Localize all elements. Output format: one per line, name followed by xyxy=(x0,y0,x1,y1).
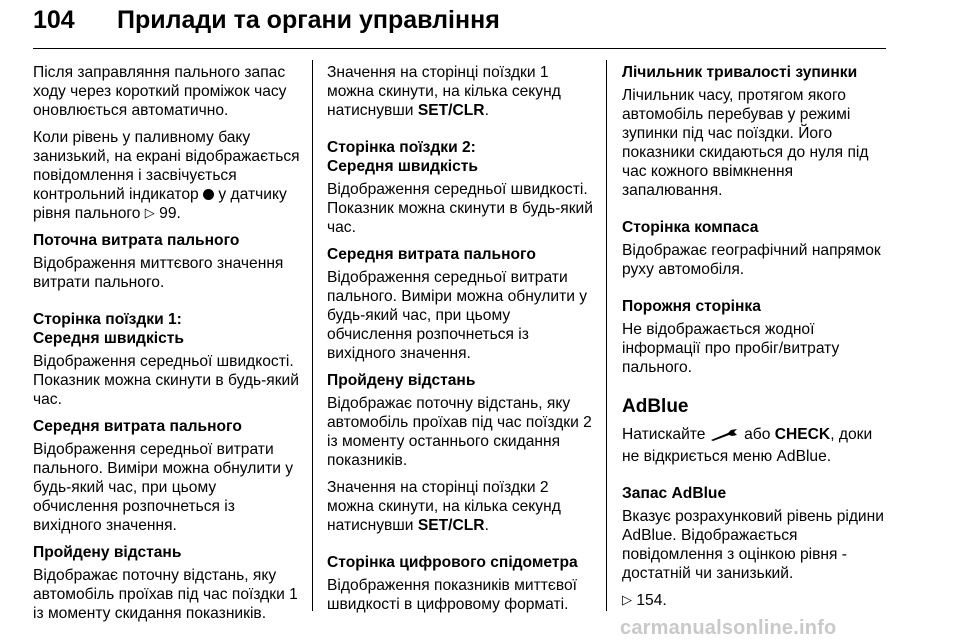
low-fuel-text-2: у датчику рівня пального xyxy=(33,186,287,222)
page-title: Прилади та органи управління xyxy=(117,6,500,34)
reset-end: . xyxy=(484,102,489,119)
paragraph-blank-page: Не відображається жодної інформації про пробіг/витрату пального. xyxy=(622,321,840,376)
column-divider-2 xyxy=(606,60,607,611)
paragraph-refuel: Після заправляння пального запас ходу через короткий проміжок часу оновлюється автоматично. xyxy=(33,64,287,119)
paragraph-compass: Відображає географічний напрямок руху автомобіля. xyxy=(622,242,881,278)
paragraph-reset-trip-1 xyxy=(327,63,599,120)
heading-compass: Сторінка компаса xyxy=(622,219,759,236)
column-1 xyxy=(33,63,305,631)
page-number: 104 xyxy=(33,6,75,34)
check-key: CHECK xyxy=(774,426,831,443)
header-divider xyxy=(33,48,886,49)
paragraph-average-consumption: Відображення середньої витрати пального. Виміри можна обнулити у будь-який час, при цьому обчислення розпочнеться із вихідного значення. xyxy=(327,269,588,362)
heading-average-consumption: Середня витрата пального xyxy=(33,418,242,435)
paragraph-average-speed: Відображення середньої швидкості. Показник можна скинути в будь-який час. xyxy=(33,353,299,408)
wrench-button-icon xyxy=(710,428,740,447)
heading-distance: Пройдену відстань xyxy=(327,372,476,389)
adblue-or: або xyxy=(744,426,771,443)
paragraph-low-fuel xyxy=(33,128,305,223)
arrow-ref-icon: ▷ xyxy=(622,592,632,607)
low-fuel-text: Коли рівень у паливному баку занизький, на екрані відображається повідомлення і засвічується контрольний індикатор xyxy=(33,129,300,203)
heading-distance: Пройдену відстань xyxy=(33,544,182,561)
heading-average-speed: Середня швидкість xyxy=(327,158,478,175)
paragraph-idle-timer: Лічильник часу, протягом якого автомобіль перебував у режимі зупинки під час поїздки. Його показники скидаються до нуля під час кожного ввімкнення запалювання. xyxy=(622,87,869,199)
column-2 xyxy=(327,63,599,622)
reset-end: . xyxy=(484,517,489,534)
heading-average-speed: Середня швидкість xyxy=(33,330,184,347)
heading-digital-speedometer: Сторінка цифрового спідометра xyxy=(327,554,578,571)
heading-idle-timer: Лічильник тривалості зупинки xyxy=(622,64,858,81)
paragraph-reset-trip-2 xyxy=(327,478,599,535)
heading-trip-2: Сторінка поїздки 2: xyxy=(327,139,476,156)
heading-trip-1: Сторінка поїздки 1: xyxy=(33,311,182,328)
heading-blank-page: Порожня сторінка xyxy=(622,298,761,315)
adblue-text: Натискайте xyxy=(622,426,706,443)
page-header xyxy=(33,6,887,46)
heading-adblue-reserve: Запас AdBlue xyxy=(622,485,727,502)
heading-adblue: AdBlue xyxy=(622,396,689,417)
paragraph-ref xyxy=(622,591,886,610)
paragraph-distance: Відображає поточну відстань, яку автомобіль проїхав під час поїздки 2 із моменту останнього скидання показників. xyxy=(327,395,592,469)
watermark: carmanualsonline.info xyxy=(620,617,837,639)
page-ref: 99. xyxy=(159,205,181,222)
paragraph-adblue xyxy=(622,425,886,466)
paragraph-current-consumption: Відображення миттєвого значення витрати пального. xyxy=(33,255,284,291)
paragraph-distance: Відображає поточну відстань, яку автомобіль проїхав під час поїздки 1 із моменту скидання показників. xyxy=(33,567,298,622)
set-clr-key: SET/CLR xyxy=(417,102,485,119)
adblue-text-2: , доки не відкриється меню AdBlue. xyxy=(622,426,873,465)
column-divider-1 xyxy=(312,60,313,611)
column-3 xyxy=(622,63,886,618)
set-clr-key: SET/CLR xyxy=(417,517,485,534)
page-ref: 154. xyxy=(636,592,667,609)
paragraph-average-speed: Відображення середньої швидкості. Показник можна скинути в будь-який час. xyxy=(327,181,593,236)
arrow-ref-icon: ▷ xyxy=(144,205,155,220)
reset-text: Значення на сторінці поїздки 2 можна скинути, на кілька секунд натиснувши xyxy=(327,479,561,534)
fuel-indicator-dot-icon xyxy=(203,189,214,200)
paragraph-digital-speedometer: Відображення показників миттєвої швидкості в цифровому форматі. xyxy=(327,577,577,613)
reset-text: Значення на сторінці поїздки 1 можна скинути, на кілька секунд натиснувши xyxy=(327,64,561,119)
paragraph-adblue-reserve: Вказує розрахунковий рівень рідини AdBlue. Відображається повідомлення з оцінкою рівня - достатній чи занизький. xyxy=(622,508,884,582)
paragraph-average-consumption: Відображення середньої витрати пального. Виміри можна обнулити у будь-який час, при цьому обчислення розпочнеться із вихідного значення. xyxy=(33,441,294,534)
heading-current-consumption: Поточна витрата пального xyxy=(33,232,240,249)
heading-average-consumption: Середня витрата пального xyxy=(327,246,536,263)
